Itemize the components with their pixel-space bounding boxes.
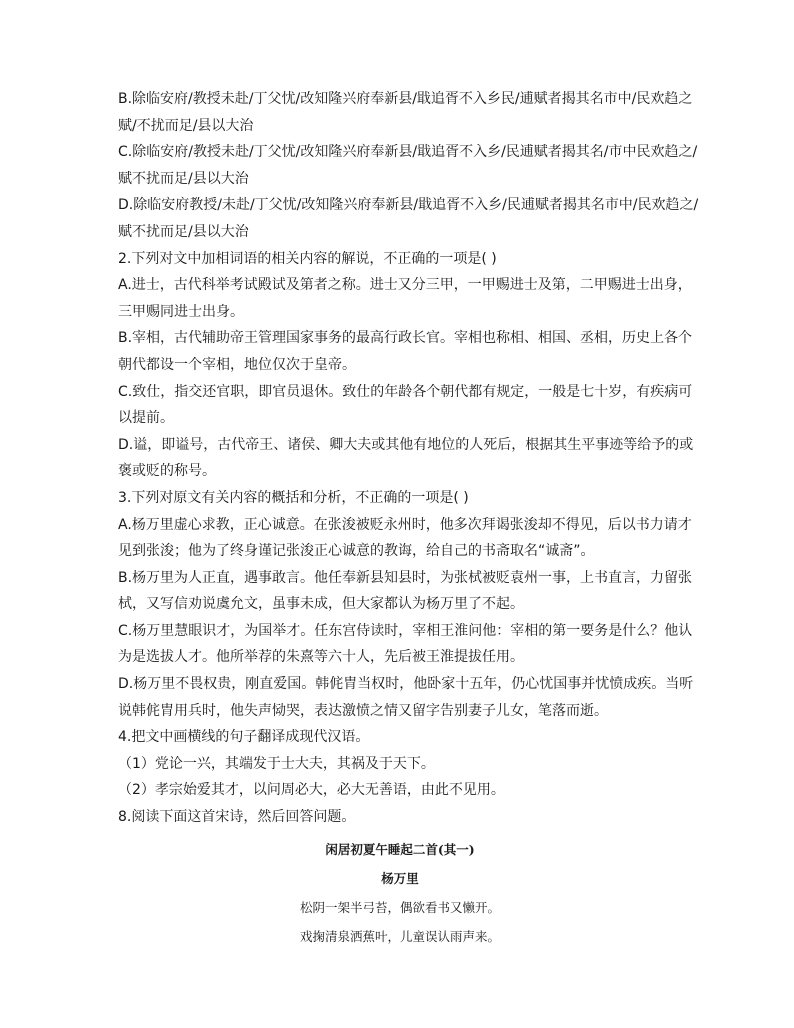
option-c-line-1: C.除临安府/教授未赴/丁父忧/改知隆兴府奉新县/戢追胥不入乡/民逋赋者揭其名/市中民欢趋之/ <box>118 144 698 161</box>
q2-option-b-line-2: 朝代都设一个宰相，地位仅次于皇帝。 <box>118 356 356 373</box>
poem-verse-2: 戏掬清泉洒蕉叶，儿童误认雨声来。 <box>299 928 500 944</box>
q3-option-a-line-1: A.杨万里虚心求教，正心诚意。在张浚被贬永州时，他多次拜谒张浚却不得见，后以书力请才 <box>118 516 692 533</box>
q4-item-1: （1）党论一兴，其端发于士大夫，其祸及于天下。 <box>118 755 435 772</box>
q3-option-a-line-2: 见到张浚；他为了终身谨记张浚正心诚意的教诲，给自己的书斋取名“诚斋”。 <box>118 543 595 560</box>
option-b-line-1: B.除临安府/教授未赴/丁父忧/改知隆兴府奉新县/戢追胥不入乡民/逋赋者揭其名市中/民欢趋之 <box>118 91 693 107</box>
q4-item-2: （2）孝宗始爱其才，以问周必大，必大无善语，由此不见用。 <box>118 782 505 799</box>
q2-option-d-line-2: 褒或贬的称号。 <box>118 463 216 480</box>
option-d-line-2: 赋不扰而足/县以大治 <box>118 223 249 240</box>
q3-option-d-line-2: 说韩侂胄用兵时，他失声恸哭，表达激愤之情又留字告别妻子儿女，笔落而逝。 <box>118 702 608 719</box>
q3-option-b-line-1: B.杨万里为人正直，遇事敢言。他任奉新县知县时，为张栻被贬袁州一事，上书直言，力留张 <box>118 569 693 586</box>
q2-option-b-line-1: B.宰相，古代辅助帝王管理国家事务的最高行政长官。宰相也称相、相国、丞相，历史上各个 <box>118 330 693 347</box>
body-text <box>118 86 699 831</box>
q2-option-c-line-1: C.致仕，指交还官职，即官员退休。致仕的年龄各个朝代都有规定，一般是七十岁，有疾病可 <box>118 383 693 400</box>
q3-option-d-line-1: D.杨万里不畏权贵，刚直爱国。韩侂胄当权时，他卧家十五年，仍心忧国事并忧愤成疾。当听 <box>118 676 694 693</box>
poem-verse-1: 松阴一架半弓苔，偶欲看书又懒开。 <box>299 899 500 915</box>
q2-option-a-line-2: 三甲赐同进士出身。 <box>118 303 244 320</box>
option-b-line-2: 赋/不扰而足/县以大治 <box>118 117 254 134</box>
option-c-line-2: 赋不扰而足/县以大治 <box>118 170 249 187</box>
q2-option-d-line-1: D.谥，即谥号，古代帝王、诸侯、卿大夫或其他有地位的人死后，根据其生平事迹等给予的或 <box>118 436 694 453</box>
q2-option-c-line-2: 以提前。 <box>118 410 174 427</box>
q3-option-b-line-2: 栻，又写信劝说虞允文，虽事未成，但大家都认为杨万里了不起。 <box>118 596 524 613</box>
option-d-line-1: D.除临安府教授/未赴/丁父忧/改知隆兴府奉新县/戢追胥不入乡/民逋赋者揭其名市中/民欢趋之/ <box>118 197 699 214</box>
q3-option-c-line-2: 为是选拔人才。他所举荐的朱熹等六十人，先后被王淮提拔任用。 <box>118 649 524 666</box>
poem-author: 杨万里 <box>381 870 419 886</box>
question-4: 4.把文中画横线的句子翻译成现代汉语。 <box>118 729 370 746</box>
q2-option-a-line-1: A.进士，古代科举考试殿试及第者之称。进士又分三甲，一甲赐进士及第，二甲赐进士出身， <box>118 277 692 294</box>
poem-title: 闲居初夏午睡起二首(其一) <box>325 841 475 857</box>
question-3: 3.下列对原文有关内容的概括和分析，不正确的一项是( ) <box>118 489 469 506</box>
question-8: 8.阅读下面这首宋诗，然后回答问题。 <box>118 809 356 826</box>
question-2: 2.下列对文中加相词语的相关内容的解说，不正确的一项是( ) <box>118 250 497 267</box>
q3-option-c-line-1: C.杨万里慧眼识才，为国举才。任东宫侍读时，宰相王淮问他：宰相的第一要务是什么？他认 <box>118 622 693 639</box>
poem-block <box>118 835 682 951</box>
